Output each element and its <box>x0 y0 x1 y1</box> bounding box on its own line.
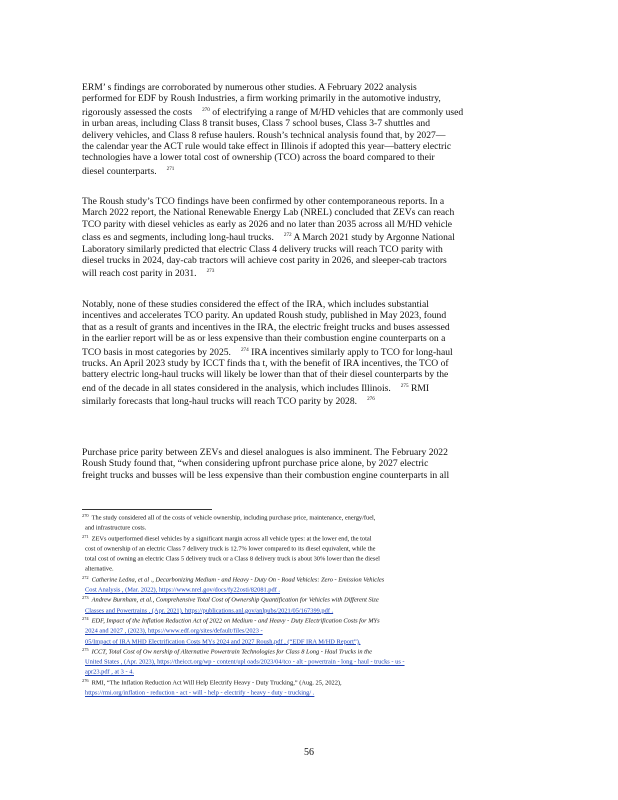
text-line: TCO basis in most categories by 2025. $^{274}$ IRA incentives similarly apply to TCO for long-haul <box>82 346 453 358</box>
footnote-line: $^{275}$ ICCT, Total Cost of Ow nership of Alternative Powertrain Technologies for Class 8 Long - Haul Trucks in the <box>82 646 372 656</box>
text-line: in the earlier report will be as or less expensive than their combustion engine counterparts on a <box>82 333 446 345</box>
footnote-line: and infrastructure costs. <box>85 524 147 532</box>
footnote-link-line[interactable]: Classes and Powertrains , (Apr. 2021), https://publications.anl.gov/anlpubs/2021/05/167399.pdf . <box>85 607 334 615</box>
text-line: end of the decade in all states considered in the analysis, which includes Illinois. $^{275}$ RMI <box>82 382 430 394</box>
text-line: rigorously assessed the costs $^{270}$ of electrifying a range of M/HD vehicles that are commonly used <box>82 106 464 118</box>
footnote-link-line[interactable]: 05/Impact of IRA MHD Electrification Costs MYs 2024 and 2027 Roush.pdf , (“EDF IRA M/HD Report”). <box>85 638 361 646</box>
footnote-ref-274[interactable]: 274 <box>240 346 249 353</box>
text-line: the calendar year the ACT rule would take effect in Illinois if adopted this year—battery electric <box>82 141 452 153</box>
text-line: delivery vehicles, and Class 8 refuse haulers. Roush’s technical analysis found that, by 2027— <box>82 129 446 141</box>
footnote-line: $^{274}$ EDF, Impact of the Inflation Reduction Act of 2022 on Medium - and Heavy - Duty Electrification Costs for MYs <box>82 615 380 625</box>
footnote-line: $^{270}$ The study considered all of the costs of vehicle ownership, including purchase price, maintenance, energy/fuel, <box>82 513 376 522</box>
text-line: Roush Study found that, “when considering upfront purchase price alone, by 2027 electric <box>82 458 429 470</box>
footnote-line: $^{273}$ Andrew Burnham, et al., Comprehensive Total Cost of Ownership Quantification for Vehicles with Different Size <box>82 595 379 604</box>
text-line: Laboratory similarly predicted that electric Class 4 delivery trucks will reach TCO parity with <box>82 243 443 255</box>
text-line: technologies have a lower total cost of ownership (TCO) across the board compared to their <box>82 152 435 164</box>
footnote-line: total cost of owning an electric Class 5 delivery truck or a Class 8 delivery truck is about 30% lower than the diesel <box>85 555 380 563</box>
text-line: class es and segments, including long-haul trucks. $^{272}$ A March 2021 study by Argonne National <box>82 232 455 244</box>
paragraph-purchase-parity <box>82 447 478 481</box>
text-line: Purchase price parity between ZEVs and diesel analogues is also imminent. The February 2022 <box>82 447 448 458</box>
paragraph-ira-effect <box>82 299 478 408</box>
footnote-ref-271[interactable]: 271 <box>166 165 175 172</box>
paragraph-roush-2022 <box>82 82 478 177</box>
footnote-ref-275[interactable]: 275 <box>400 382 409 389</box>
footnote-ref-270[interactable]: 270 <box>202 106 210 113</box>
text-line: similarly forecasts that long-haul trucks will reach TCO parity by 2028. $^{276}$ <box>82 396 375 408</box>
footnote-link-line[interactable]: https://rmi.org/inflation - reduction - act - will - help - electrify - heavy - duty - trucking/ . <box>85 689 315 697</box>
text-line: will reach cost parity in 2031. $^{273}$ <box>82 268 215 280</box>
text-line: The Roush study’s TCO findings have been confirmed by other contemporaneous reports. In a <box>82 196 445 207</box>
footnote-line: alternative. <box>85 565 114 573</box>
text-line: Notably, none of these studies considered the effect of the IRA, which includes substantial <box>82 299 429 310</box>
paragraph-tco-confirmed <box>82 196 478 280</box>
footnote-link-line[interactable]: United States , (Apr. 2023), https://theicct.org/wp - content/upl oads/2023/04/tco - alt - powertrain - long - haul - trucks - us - <box>85 658 405 666</box>
text-line: in urban areas, including Class 8 transit buses, Class 7 school buses, Class 3-7 shuttles and <box>82 118 431 130</box>
footnote-ref-273[interactable]: 273 <box>206 268 215 275</box>
text-line: that as a result of grants and incentives in the IRA, the electric freight trucks and buses assessed <box>82 321 450 333</box>
footnote-line: cost of ownership of an electric Class 7 delivery truck is 12.7% lower compared to its diesel equivalent, while the <box>85 545 376 553</box>
text-line: performed for EDF by Roush Industries, a firm working primarily in the automotive industry, <box>82 93 441 105</box>
footnote-line: $^{276}$ RMI, “The Inflation Reduction Act Will Help Electrify Heavy - Duty Trucking,” (Aug. 25, 2022), <box>82 677 342 687</box>
text-line: ERM’ s findings are corroborated by numerous other studies. A February 2022 analysis <box>82 82 417 93</box>
text-line: TCO parity with diesel vehicles as early as 2026 and no later than 2035 across all M/HD vehicle <box>82 218 453 230</box>
footnote-link-line[interactable]: apr23.pdf , at 3 - 4. <box>85 668 134 676</box>
footnotes <box>82 512 542 697</box>
page-number: 56 <box>304 747 314 758</box>
footnote-ref-272[interactable]: 272 <box>283 232 292 239</box>
text-line: March 2022 report, the National Renewable Energy Lab (NREL) concluded that ZEVs can reach <box>82 207 455 219</box>
text-line: freight trucks and busses will be less expensive than their combustion engine counterparts in all <box>82 469 450 481</box>
footnote-line: $^{271}$ ZEVs outperformed diesel vehicles by a significant margin across all vehicle types: at the lower end, the total <box>82 533 372 543</box>
footnote-line: $^{272}$ Catherine Ledna, et al ., Decarbonizing Medium - and Heavy - Duty On - Road Vehicles: Zero - Emission Vehicles <box>82 574 385 584</box>
footnote-ref-276[interactable]: 276 <box>367 396 375 403</box>
footnote-link-line[interactable]: Cost Analysis , (Mar. 2022), https://www.nrel.gov/docs/fy22osti/82081.pdf . <box>85 586 281 594</box>
text-line: battery electric long-haul trucks will likely be lower than that of their diesel counterparts by the <box>82 369 449 381</box>
text-line: incentives and accelerates TCO parity. An updated Roush study, published in May 2023, found <box>82 310 447 322</box>
footnote-separator <box>82 509 212 510</box>
text-line: trucks. An April 2023 study by ICCT finds tha t, with the benefit of IRA incentives, the TCO of <box>82 358 449 370</box>
text-line: diesel counterparts. $^{271}$ <box>82 165 175 177</box>
footnote-link-line[interactable]: 2024 and 2027 , (2023), https://www.edf.org/sites/default/files/2023 - <box>85 627 263 635</box>
text-line: diesel trucks in 2024, day-cab tractors will achieve cost parity in 2026, and sleeper-cab tractors <box>82 255 447 267</box>
